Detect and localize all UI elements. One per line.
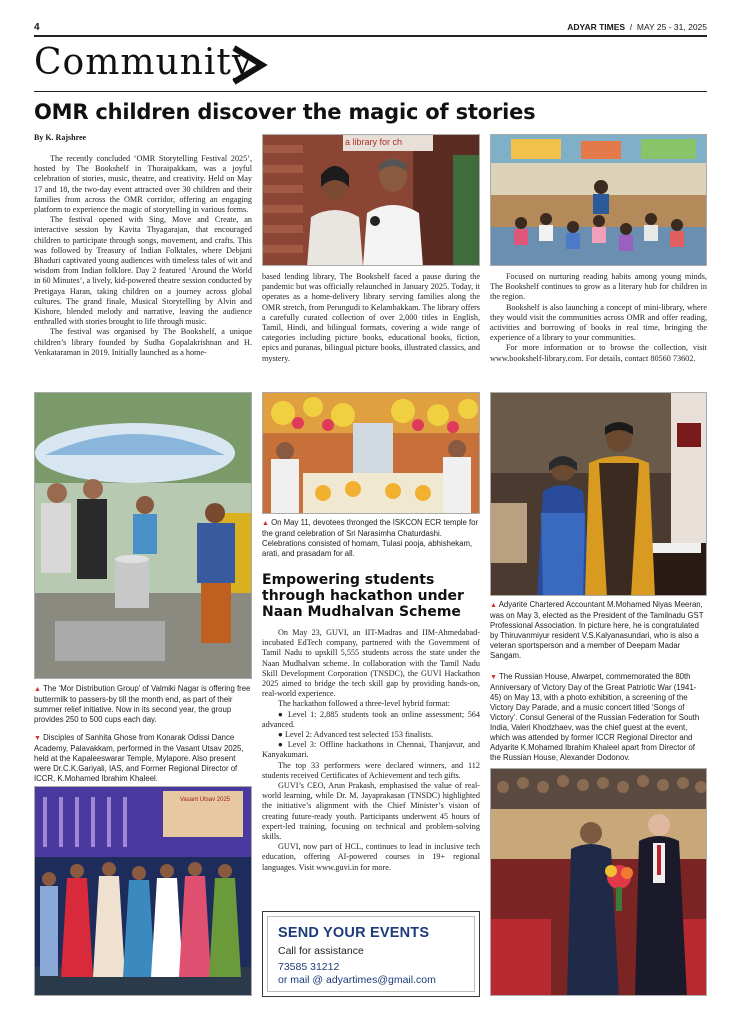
story-paragraph: based lending library, The Bookshelf faced a pause during the pandemic but was officially relaunched in January 2025. Today, it operates as a home-delivery library serving families along the OMR stretch, from Perungudi to Kelambakkam. The library offers a carefully curated collection of over 2,000 titles in English, Tamil, Hindi, and bilingual formats, covering a wide range of categories including picture books, educational books, fiction, epics and puranas, bilingual picture books, illustrated classics, and mystery. [262, 272, 480, 363]
hackathon-paragraph: The top 33 performers were declared winners, and 112 students received Certificates of Achievement and tech gifts. [262, 760, 480, 780]
photo-iskcon-celebration [262, 392, 480, 514]
photo-library-founders [262, 134, 480, 266]
issue-date: MAY 25 - 31, 2025 [636, 22, 707, 32]
story-paragraph: Focused on nurturing reading habits among young minds, The Bookshelf continues to grow as a literary hub for children in the region. [490, 272, 707, 302]
send-events-title: SEND YOUR EVENTS [278, 925, 430, 941]
level-text: Level 1: 2,885 students took an online assessment; 564 advanced. [262, 709, 480, 729]
caption-dance [34, 733, 252, 784]
triangle-down-icon: ▼ [490, 674, 497, 681]
send-events-subtitle: Call for assistance [278, 945, 364, 957]
caption-text: The Russian House, Alwarpet, commemorated the 80th Anniversary of Victory Day of the Great Patriotic War (1941-45) on May 13, with a photo exhibition, a screening of the Victory Day Parade, and a music concert titled ‘Songs of Victory’. Consul General of the Russian Federation for South India, Valeri Khodzhaev, was the chief guest at the event, which was attended by former ICCR Regional Director and Adyarite K.Mohamed Ibrahim Khaleel apart from Director of the Russian House, Alexander Dodonov. [490, 672, 700, 762]
photo-odissi-dancers [34, 786, 252, 996]
founders-illustration [263, 135, 480, 266]
level-text: Level 3: Offline hackathons in Chennai, Thanjavur, and Kanyakumari. [262, 740, 480, 760]
children-illustration [491, 135, 707, 266]
story-paragraph: The festival was organised by The Bookshelf, a unique children’s library founded by Sudha Gopalakrishnan and H. Venkataraman in 2019. Initially launched as a home- [34, 327, 252, 357]
hackathon-level: ● Level 1: 2,885 students took an online assessment; 564 advanced. [262, 709, 480, 729]
main-headline: OMR children discover the magic of stories [34, 100, 536, 124]
photo-buttermilk-distribution [34, 392, 252, 679]
story-paragraph: The festival opened with Sing, Move and Create, an interactive session by Kavita Thyagarajan, that encouraged children to participate through songs, movement, and crafts. This was followed by Treasury of Indian Folktales, where Debjani Bhaduri captivated young audiences with timeless tales of wit and wisdom from Indian folklore. Day 2 featured ‘Around the World in 60 Minutes’, a lively, kid-powered theatre session conducted by Pretigaya Haran, taking children on a journey across global cultures. The grand finale, Musical Storytelling by Alvin and Kishore, blended melody and narrative, leaving the audience enthralled with stories brought to life through music. [34, 215, 252, 327]
story-paragraph: Bookshelf is also launching a concept of mini-library, where they would visit the communities across OMR and offer reading, activities and borrowing of books in real time, bringing the experience of a library to your communities. [490, 302, 707, 343]
header-rule [34, 35, 707, 37]
dance-banner-text: Vasant Utsav 2025 [179, 797, 231, 803]
caption-buttermilk [34, 684, 252, 725]
hackathon-paragraph: The hackathon followed a three-level hybrid format: [278, 699, 450, 709]
caption-text: On May 11, devotees thronged the ISKCON ECR temple for the grand celebration of Sri Narasimha Chaturdashi. Celebrations consisted of homam, Tulasi pooja, abhishekam, arati, and prasadam for all. [262, 518, 479, 558]
send-events-box [262, 911, 480, 997]
byline: By K. Rajshree [34, 133, 87, 142]
photo-gst-president [490, 392, 707, 596]
section-title: Community [34, 42, 254, 83]
publication-name: ADYAR TIMES [567, 22, 626, 32]
iskcon-illustration [263, 393, 480, 514]
photo-russian-house [490, 768, 707, 996]
caption-text: Adyarite Chartered Accountant M.Mohamed Niyas Meeran, was on May 3, elected as the President of the Tamilnadu GST Professional Association. In picture here, he is congratulated by Thiruvanmiyur resident V.S.Kalyanasundari, who is also a veteran sportsperson and a member of Deepam Madar Sangam. [490, 600, 704, 660]
hackathon-level: ● Level 2: Advanced test selected 153 finalists. [278, 730, 434, 740]
caption-text: Disciples of Sanhita Ghose from Konarak Odissi Dance Academy, Palavakkam, performed in the Vasant Utsav 2025, held at the Kapaleeswarar Temple, Mylapore. Also present were Dr.C.K.Gariyali, IAS, and Former Regional Director of ICCR, K.Mohamed Ibrahim Khaleel. [34, 733, 244, 783]
hackathon-paragraph: GUVI, now part of HCL, continues to lead in inclusive tech education, offering AI-powered courses in 19+ regional languages. Visit www.guvi.in for more. [262, 842, 480, 872]
caption-russian [490, 672, 707, 763]
buttermilk-illustration [35, 393, 252, 679]
hackathon-level: ● Level 3: Offline hackathons in Chennai, Thanjavur, and Kanyakumari. [262, 740, 480, 760]
hackathon-body [262, 628, 480, 873]
send-events-mail[interactable]: or mail @ adyartimes@gmail.com [278, 974, 436, 986]
story-column-1 [34, 154, 252, 358]
story-column-3 [490, 272, 707, 364]
caption-iskcon [262, 518, 480, 559]
level-text: Level 2: Advanced test selected 153 finalists. [285, 730, 434, 740]
story-column-2 [262, 272, 480, 364]
story-paragraph: For more information or to browse the collection, visit www.bookshelf-library.com. For details, contact 80560 73602. [490, 343, 707, 363]
photo-banner-text: a library for ch [345, 137, 403, 147]
triangle-up-icon: ▲ [490, 602, 497, 609]
page-number: 4 [34, 22, 40, 33]
triangle-up-icon: ▲ [34, 686, 41, 693]
story-paragraph: The recently concluded ‘OMR Storytelling Festival 2025’, hosted by The Bookshelf in Thoraipakkam, was a joyful celebration of stories, music, theatre, and creativity. Held on May 17 and 18, the two-day event attracted over 30 children and their families from across the OMR corridor, offering an engaging platform to experience the magic of storytelling in various forms. [34, 154, 252, 215]
triangle-down-icon: ▼ [34, 735, 41, 742]
gst-illustration [491, 393, 707, 596]
section-rule [34, 91, 707, 92]
hackathon-headline: Empowering students through hackathon under Naan Mudhalvan Scheme [262, 572, 464, 620]
chevron-right-icon [228, 45, 268, 85]
dancers-illustration [35, 787, 252, 996]
issue-info [567, 22, 707, 32]
hackathon-paragraph: GUVI’s CEO, Arun Prakash, emphasised the value of real-world learning, while Dr. M. Jayaprakasan (TNSDC) highlighted the initiative’s alignment with the Chief Minister’s vision of creating future-ready youth. Participants underwent 45 hours of expert-led training, focusing on technical and problem-solving skills. [262, 781, 480, 842]
russian-house-illustration [491, 769, 707, 996]
caption-text: The ‘Mor Distribution Group’ of Valmiki Nagar is offering free buttermilk to passers-by till the month end, as part of their summer relief initiative. Now in its second year, the group provides 250 to 500 cups each day. [34, 684, 251, 724]
send-events-inner [267, 916, 475, 992]
triangle-up-icon: ▲ [262, 520, 269, 527]
caption-gst [490, 600, 707, 661]
hackathon-paragraph: On May 23, GUVI, an IIT-Madras and IIM-Ahmedabad-incubated EdTech company, partnered with the Government of Tamil Nadu to upskill 5,555 students across the state under the Naan Mudhalvan scheme. In collaboration with the Tamil Nadu Skill Development Corporation (TNSDC), the GUVI Hackathon 2025 aimed to bridge the tech skill gap by providing hands-on, real-world experience. [262, 628, 480, 699]
issue-separator: / [627, 22, 635, 32]
send-events-phone[interactable]: 73585 31212 [278, 961, 340, 973]
photo-children-storytelling [490, 134, 707, 266]
